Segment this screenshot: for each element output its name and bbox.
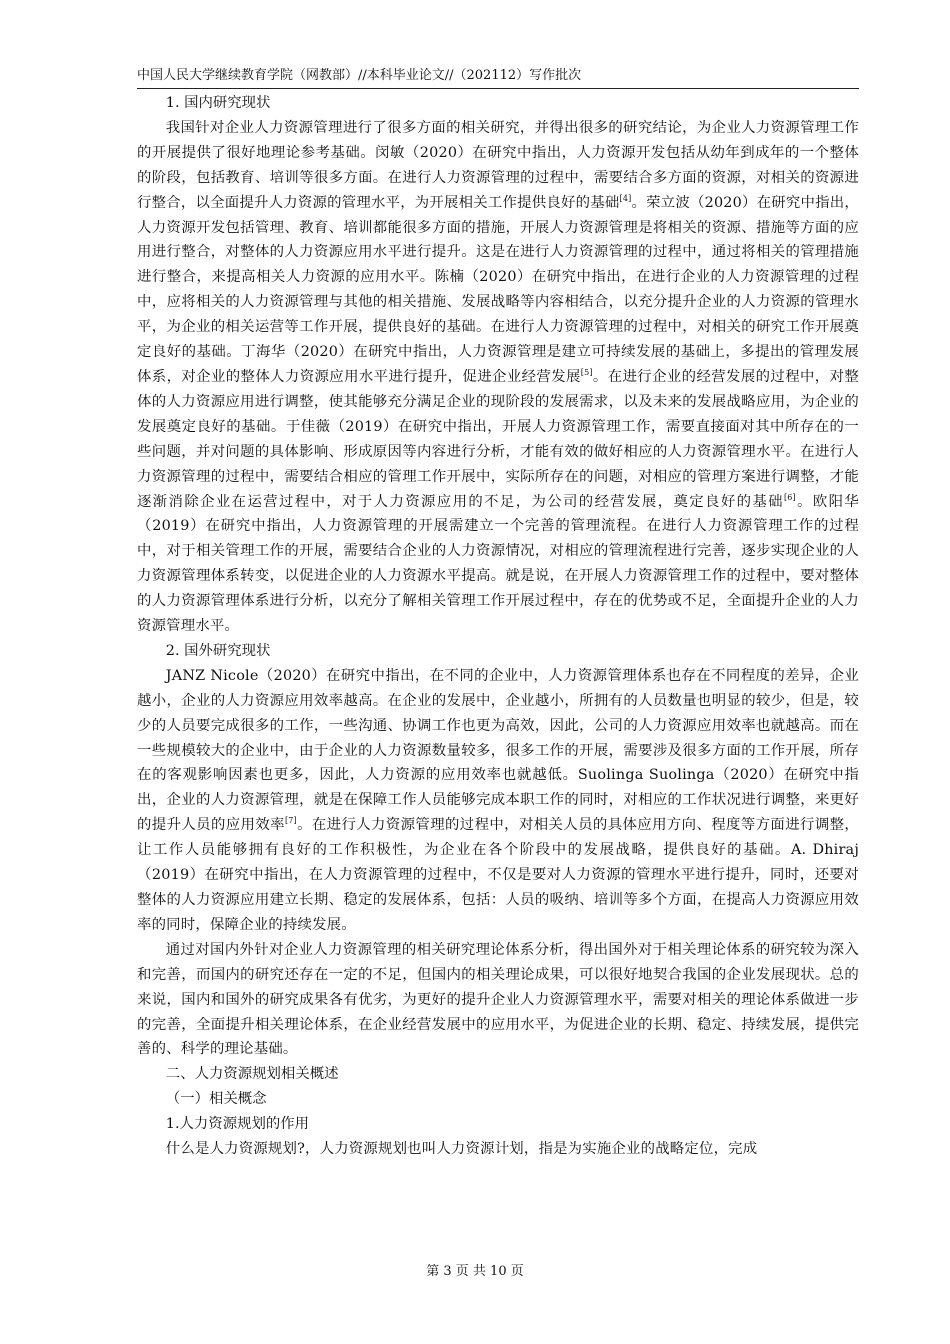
paragraph-foreign-research — [137, 664, 859, 938]
paragraph-definition: 什么是人力资源规划?，人力资源规划也叫人力资源计划，指是为实施企业的战略定位，完成 — [165, 1141, 758, 1158]
text-run: 。荣立波（2020）在研究中指出，人力资源开发包括管理、教育、培训都能很多方面的措施，开展人力资源管理是将相关的资源、措施等方面的应用进行整合，对整体的人力资源应用水平进行提升。这是在进行人力资源管理的过程中，通过将相关的管理措施进行整合，来提高相关人力资源的应用水平。陈楠（2020）在研究中指出，在进行企业的人力资源管理的过程中，应将相关的人力资源管理与其他的相关措施、发展战略等内容相结合，以充分提升企业的人力资源的管理水平，为企业的相关运营等工作开展，提供良好的基础。在进行人力资源管理的过程中，对相关的研究工作开展奠定良好的基础。丁海华（2020）在研究中指出，人力资源管理是建立可持续发展的基础上，多提出的管理发展体系，对企业的整体人力资源应用水平进行提升，促进企业经营发展 — [137, 194, 859, 385]
page-header: 中国人民大学继续教育学院（网教部）//本科毕业论文//（202112）写作批次 — [137, 67, 859, 89]
page-body — [137, 91, 859, 1162]
text-run: 我国针对企业人力资源管理进行了很多方面的相关研究，并得出很多的研究结论，为企业人力资源管理工作的开展提供了很好地理论参考基础。闵敏（2020）在研究中指出，人力资源开发包括从幼年到成年的一个整体的阶段，包括教育、培训等很多方面。在进行人力资源管理的过程中，需要结合多方面的资源，对相关的资源进行整合，以全面提升人力资源的管理水平，为开展相关工作提供良好的基础 — [137, 119, 859, 211]
text-run: 。欧阳华（2019）在研究中指出，人力资源管理的开展需建立一个完善的管理流程。在进行人力资源管理工作的过程中，对于相关管理工作的开展，需要结合企业的人力资源情况，对相应的管理流程进行完善，逐步实现企业的人力资源管理体系转变，以促进企业的人力资源水平提高。就是说，在开展人力资源管理工作的过程中，要对整体的人力资源管理体系进行分析，以充分了解相关管理工作开展过程中，存在的优势或不足，全面提升企业的人力资源管理水平。 — [137, 493, 859, 635]
section-heading-domestic: 1. 国内研究现状 — [165, 95, 271, 111]
paragraph-summary: 通过对国内外针对企业人力资源管理的相关研究理论体系分析，得出国外对于相关理论体系的研究较为深入和完善，而国内的研究还存在一定的不足，但国内的相关理论成果，可以很好地契合我国的企业发展现状。总的来说，国内和国外的研究成果各有优劣，为更好的提升企业人力资源管理水平，需要对相关的理论体系做进一步的完善，全面提升相关理论体系，在企业经营发展中的应用水平，为促进企业的长期、稳定、持续发展，提供完善的、科学的理论基础。 — [137, 941, 859, 1058]
item-heading: 1.人力资源规划的作用 — [165, 1116, 310, 1133]
text-run: 。在进行人力资源管理的过程中，对相关人员的具体应用方向、程度等方面进行调整，让工作人员能够拥有良好的工作积极性，为企业在各个阶段中的发展战略，提供良好的基础。A. Dhiraj（2019）在研究中指出，在人力资源管理的过程中，不仅是要对人力资源的管理水平进行提升，同时，还要对整体的人力资源应用建立长期、稳定的发展体系，包括：人员的吸纳、培训等多个方面，在提高人力资源应用效率的同时，保障企业的持续发展。 — [137, 817, 859, 933]
paragraph-domestic-research — [137, 116, 859, 639]
text-run: JANZ Nicole（2020）在研究中指出，在不同的企业中，人力资源管理体系也存在不同程度的差异，企业越小，企业的人力资源应用效率越高。在企业的发展中，企业越小，所拥有的人员数量也明显的较少，但是，较少的人员要完成很多的工作，一些沟通、协调工作也更为高效，因此，公司的人力资源应用效率也就越高。而在一些规模较大的企业中，由于企业的人力资源数量较多，很多工作的开展，需要涉及很多方面的工作开展，所存在的客观影响因素也更多，因此，人力资源的应用效率也就越低。Suolinga Suolinga（2020）在研究中指出，企业的人力资源管理，就是在保障工作人员能够完成本职工作的同时，对相应的工作状况进行调整，来更好的提升人员的应用效率 — [137, 667, 859, 834]
subsection-heading: （一）相关概念 — [165, 1091, 267, 1108]
citation-4: [4] — [619, 193, 632, 203]
citation-5: [5] — [580, 367, 593, 377]
section-heading-foreign: 2. 国外研究现状 — [165, 642, 271, 659]
citation-7: [7] — [284, 816, 297, 826]
text-run: 。在进行企业的经营发展的过程中，对整体的人力资源应用进行调整，使其能够充分满足企业的现阶段的发展需求，以及未来的发展战略应用，为企业的发展奠定良好的基础。于佳薇（2019）在研究中指出，开展人力资源管理工作，需要直接面对其中所存在的一些问题，并对问题的具体影响、形成原因等内容进行分析，才能有效的做好相应的人力资源管理水平。在进行人力资源管理的过程中，需要结合相应的管理工作开展中，实际所存在的问题，对相应的管理方案进行调整，才能逐渐消除企业在运营过程中，对于人力资源应用的不足，为公司的经营发展，奠定良好的基础 — [137, 368, 859, 510]
page-footer: 第 3 页 共 10 页 — [426, 1264, 524, 1279]
citation-6: [6] — [783, 492, 796, 502]
chapter-heading: 二、人力资源规划相关概述 — [165, 1066, 339, 1083]
